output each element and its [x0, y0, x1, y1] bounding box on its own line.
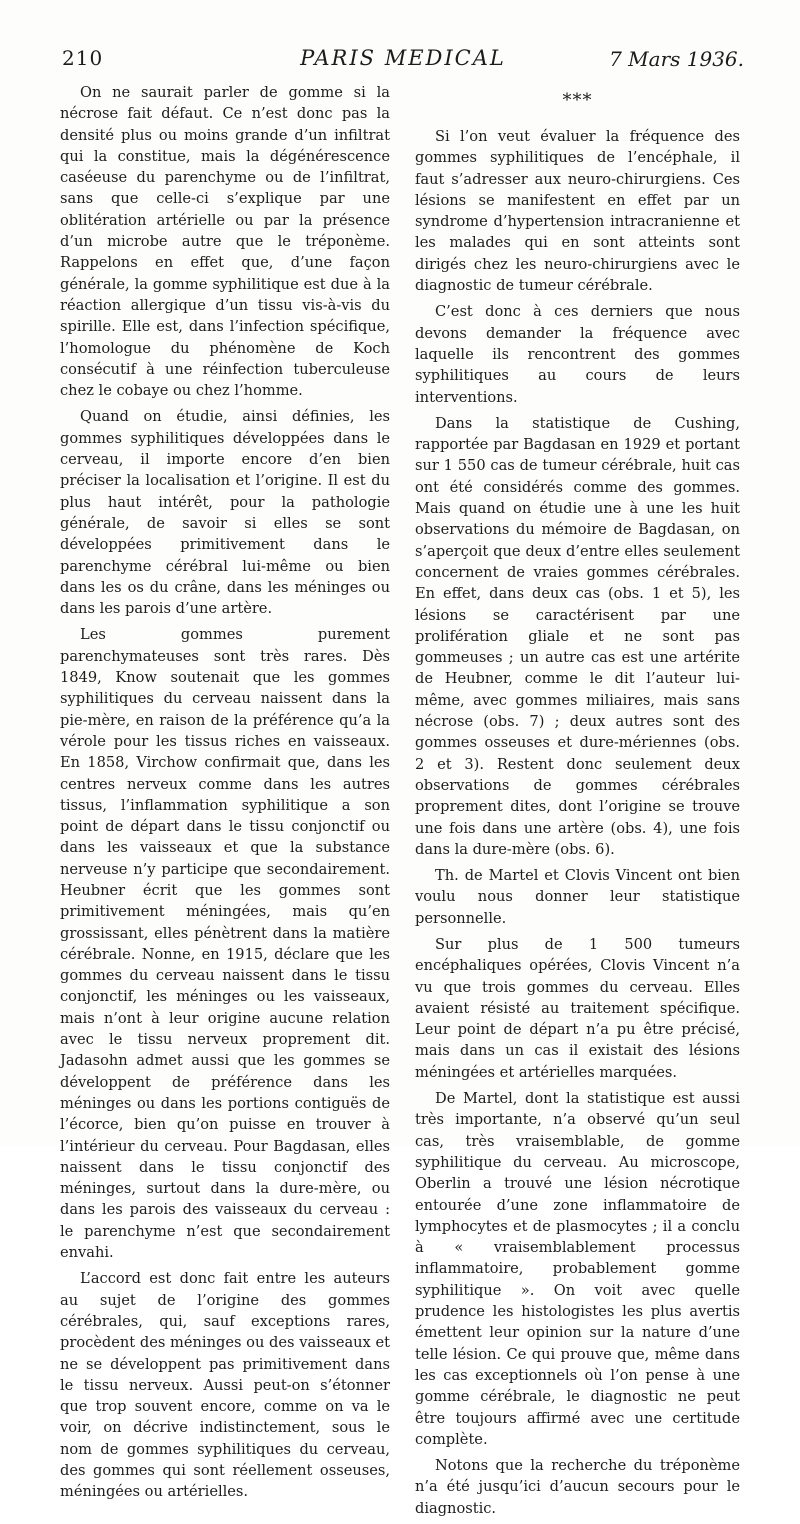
- right-column: [415, 82, 740, 1524]
- paragraph: Th. de Martel et Clovis Vincent ont bien voulu nous donner leur statistique personnelle.: [415, 867, 740, 927]
- paragraph: Les gommes purement parenchymateuses sont très rares. Dès 1849, Know soutenait que les gommes syphilitiques du cerveau naissent dans la pie-mère, en raison de la préférence qu’a la vérole pour les tissus riches en vaisseaux. En 1858, Virchow confirmait que, dans les centres nerveux comme dans les autres tissus, l’inflammation syphilitique a son point de départ dans le tissu conjonctif ou dans les vaisseaux et que la substance nerveuse n’y participe que secondairement. Heubner écrit que les gommes sont primitivement méningées, mais qu’en grossissant, elles pénètrent dans la matière cérébrale. Nonne, en 1915, déclare que les gommes du cerveau naissent dans le tissu conjonctif, les méninges ou les vaisseaux, mais n’ont à leur origine aucune relation avec le tissu nerveux proprement dit. Jadasohn admet aussi que les gommes se développent de préférence dans les méninges ou dans les portions contiguës de l’écorce, bien qu’on puisse en trouver à l’intérieur du cerveau. Pour Bagdasan, elles naissent dans le tissu conjonctif des méninges, surtout dans la dure-mère, ou dans les parois des vaisseaux du cerveau : le parenchyme n’est que secondairement envahi.: [60, 626, 390, 1262]
- paragraph: Sur plus de 1 500 tumeurs encéphaliques opérées, Clovis Vincent n’a vu que trois gommes du cerveau. Elles avaient résisté au traitement spécifique. Leur point de départ n’a pu être précisé, mais dans un cas il existait des lésions méningées et artérielles marquées.: [415, 935, 740, 1081]
- paragraph: Si l’on veut évaluer la fréquence des gommes syphilitiques de l’encéphale, il faut s’adresser aux neuro-chirurgiens. Ces lésions se manifestent en effet par un syndrome d’hypertension intracranienne et les malades qui en sont atteints sont dirigés chez les neuro-chirurgiens avec le diagnostic de tumeur cérébrale.: [415, 128, 740, 295]
- journal-title: PARIS MEDICAL: [300, 46, 506, 70]
- asterism-text: ***: [562, 90, 593, 111]
- page-number: 210: [62, 46, 104, 70]
- paragraph: On ne saurait parler de gomme si la nécrose fait défaut. Ce n’est donc pas la densité plus ou moins grande d’un infiltrat qui la constitue, mais la dégénérescence caséeuse du parenchyme ou de l’infiltrat, sans que celle-ci s’explique par une oblitération artérielle ou par la présence d’un microbe autre que le tréponème. Rappelons en effet que, d’une façon générale, la gomme syphilitique est due à la réaction allergique d’un tissu vis-à-vis du spirille. Elle est, dans l’infection spécifique, l’homologue du phénomène de Koch consécutif à une réinfection tuberculeuse chez le cobaye ou chez l’homme.: [60, 84, 390, 400]
- paragraph: De Martel, dont la statistique est aussi très importante, n’a observé qu’un seul cas, très vraisemblable, de gomme syphilitique du cerveau. Au microscope, Oberlin a trouvé une lésion nécrotique entourée d’une zone inflammatoire de lymphocytes et de plasmocytes ; il a conclu à « vraisemblablement processus inflammatoire, probablement gomme syphilitique ». On voit avec quelle prudence les histologistes les plus avertis émettent leur opinion sur la nature d’une telle lésion. Ce qui prouve que, même dans les cas exceptionnels où l’on pense à une gomme cérébrale, le diagnostic ne peut être toujours affirmé avec une certitude complète.: [415, 1090, 740, 1448]
- paragraph: Dans la statistique de Cushing, rapportée par Bagdasan en 1929 et portant sur 1 550 cas de tumeur cérébrale, huit cas ont été considérés comme des gommes. Mais quand on étudie une à une les huit observations du mémoire de Bagdasan, on s’aperçoit que deux d’entre elles seulement concernent de vraies gommes cérébrales. En effet, dans deux cas (obs. 1 et 5), les lésions se caractérisent par une prolifération gliale et ne sont pas gommeuses ; un autre cas est une artérite de Heubner, comme le dit l’auteur lui-même, avec gommes miliaires, mais sans nécrose (obs. 7) ; deux autres sont des gommes osseuses et dure-mériennes (obs. 2 et 3). Restent donc seulement deux observations de gommes cérébrales proprement dites, dont l’origine se trouve une fois dans une artère (obs. 4), une fois dans la dure-mère (obs. 6).: [415, 414, 740, 858]
- paragraph: L’accord est donc fait entre les auteurs au sujet de l’origine des gommes cérébrales, qui, sauf exceptions rares, procèdent des méninges ou des vaisseaux et ne se développent pas primitivement dans le tissu nerveux. Aussi peut-on s’étonner que trop souvent encore, comme on va le voir, on décrive indistinctement, sous le nom de gommes syphilitiques du cerveau, des gommes qui sont réellement osseuses, méningées ou artérielles.: [60, 1270, 390, 1501]
- running-header: [62, 46, 744, 76]
- section-separator: [415, 82, 740, 126]
- issue-date: 7 Mars 1936.: [609, 47, 744, 71]
- paragraph: Notons que la recherche du tréponème n’a été jusqu’ici d’aucun secours pour le diagnostic.: [415, 1457, 740, 1517]
- paragraph: Quand on étudie, ainsi définies, les gommes syphilitiques développées dans le cerveau, il importe encore d’en bien préciser la localisation et l’origine. Il est du plus haut intérêt, pour la pathologie générale, de savoir si elles se sont développées primitivement dans le parenchyme cérébral lui-même ou bien dans les os du crâne, dans les méninges ou dans les parois d’une artère.: [60, 408, 390, 618]
- left-column: [60, 82, 390, 1508]
- paragraph: C’est donc à ces derniers que nous devons demander la fréquence avec laquelle ils rencontrent des gommes syphilitiques au cours de leurs interventions.: [415, 303, 740, 406]
